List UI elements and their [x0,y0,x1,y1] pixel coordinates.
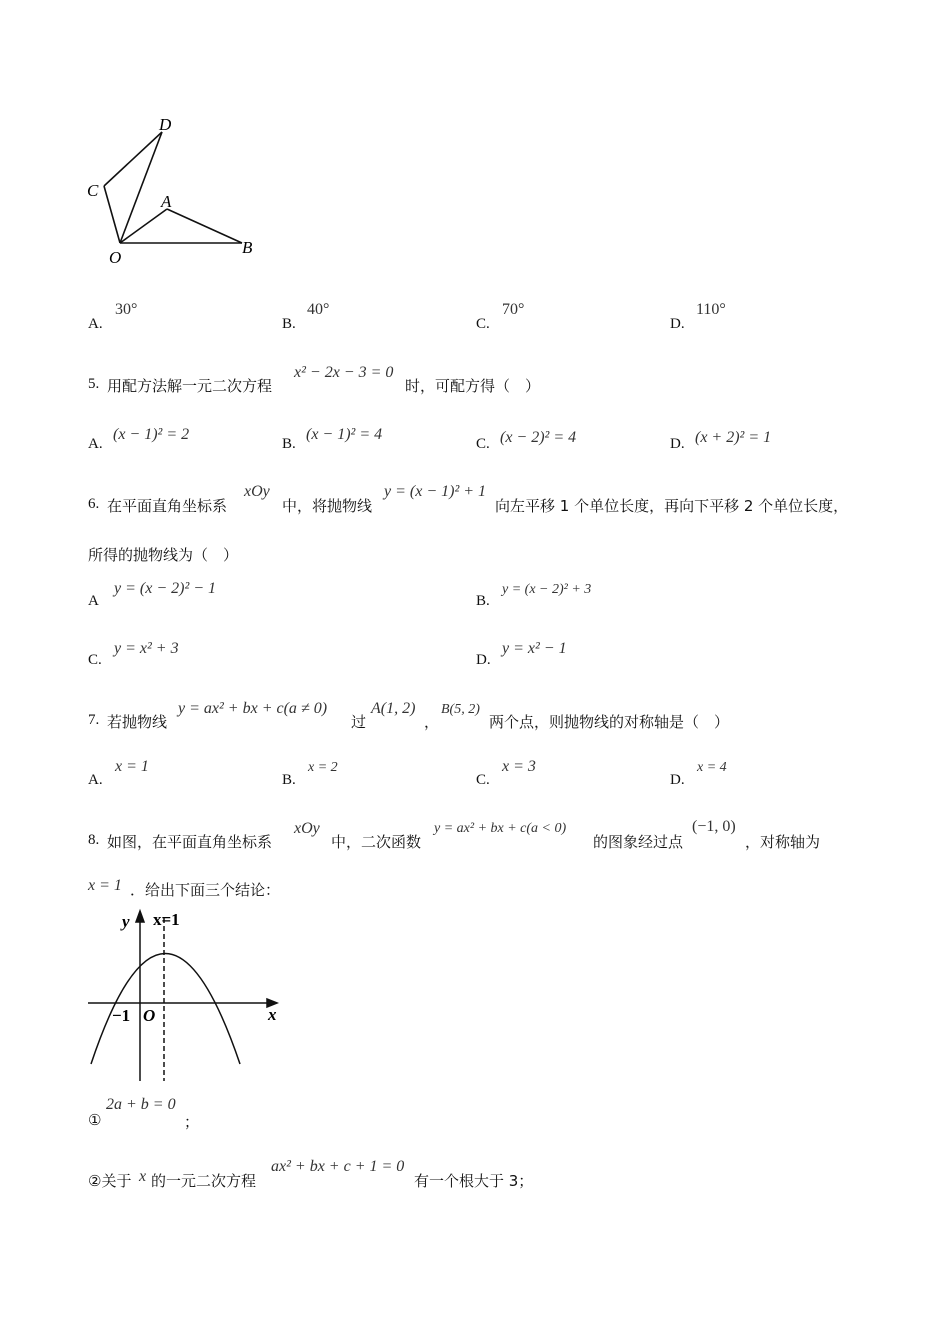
question-text: ， [424,713,440,731]
label-A: A [161,192,172,211]
option-value: x = 4 [697,760,727,775]
y-axis-label: y [122,912,130,931]
option-label: D. [670,436,685,452]
option-value: (x − 1)² = 2 [113,426,190,443]
question-number: 5. [88,376,100,392]
option-label: D. [670,772,685,788]
conclusion-mark: ① [88,1111,102,1129]
origin-label: O [143,1006,156,1025]
point-b: B(5, 2) [441,702,480,717]
option-value: (x + 2)² = 1 [695,429,772,446]
conclusion-text: 有一个根大于 3； [414,1172,534,1190]
question-number: 7. [88,712,100,728]
parabola-equation: y = ax² + bx + c(a ≠ 0) [178,700,328,717]
angle-figure [80,110,270,275]
coordinate-system: xOy [294,820,320,837]
question-text: 用配方法解一元二次方程 [107,377,273,395]
coordinate-system: xOy [244,483,270,500]
option-value: y = x² − 1 [502,640,567,657]
option-value: 110° [696,301,726,318]
option-label: B. [476,593,490,609]
parabola-graph [85,905,285,1085]
function-equation: y = ax² + bx + c(a < 0) [434,821,567,836]
question-text: 如图，在平面直角坐标系 [107,833,273,851]
label-O: O [109,248,122,267]
conclusion-text: ②关于 [88,1172,132,1190]
question-text: 过 [351,713,367,731]
option-value: 70° [502,301,525,318]
symmetry-axis-label: x=1 [153,910,180,929]
question-text: 的图象经过点 [593,833,684,851]
option-label: A [88,593,99,609]
option-value: x = 2 [308,760,338,775]
question-text: 中，二次函数 [331,833,422,851]
question-text: ．给出下面三个结论： [130,881,281,899]
label-B: B [242,238,253,257]
conclusion-text: ； [184,1113,200,1131]
option-value: (x − 1)² = 4 [306,426,383,443]
question-number: 6. [88,496,100,512]
label-D: D [159,115,172,134]
option-value: x = 3 [502,758,536,775]
question-number: 8. [88,832,100,848]
option-label: B. [282,772,296,788]
option-value: y = x² + 3 [114,640,179,657]
equation: x² − 2x − 3 = 0 [294,364,394,381]
option-label: D. [670,316,685,332]
x-axis-label: x [268,1005,277,1024]
option-label: C. [476,316,490,332]
parabola-equation: y = (x − 1)² + 1 [384,483,487,500]
question-text: 若抛物线 [107,713,168,731]
question-text: 时，可配方得（ ） [405,377,541,395]
conclusion-equation: ax² + bx + c + 1 = 0 [271,1158,405,1175]
option-label: C. [476,772,490,788]
question-text: ，对称轴为 [745,833,821,851]
option-value: (x − 2)² = 4 [500,429,577,446]
option-value: x = 1 [115,758,149,775]
question-text: 在平面直角坐标系 [107,497,228,515]
option-label: B. [282,316,296,332]
option-label: B. [282,436,296,452]
option-label: A. [88,772,103,788]
option-label: A. [88,436,103,452]
conclusion-equation: 2a + b = 0 [106,1096,176,1113]
question-text: 中，将抛物线 [282,497,373,515]
option-value: y = (x − 2)² + 3 [502,582,592,597]
neg-one-label: −1 [112,1006,131,1025]
option-label: C. [88,652,102,668]
option-label: A. [88,316,103,332]
question-text: 向左平移 1 个单位长度，再向下平移 2 个单位长度， [495,497,849,515]
label-C: C [87,181,99,200]
option-label: C. [476,436,490,452]
axis-equation: x = 1 [88,877,122,894]
question-text: 两个点，则抛物线的对称轴是（ ） [489,713,730,731]
option-value: y = (x − 2)² − 1 [114,580,217,597]
option-value: 40° [307,301,330,318]
option-label: D. [476,652,491,668]
conclusion-text: 的一元二次方程 [151,1172,257,1190]
question-text: 所得的抛物线为（ ） [88,546,239,564]
point-a: A(1, 2) [371,700,416,717]
conclusion-variable: x [139,1168,147,1185]
option-value: 30° [115,301,138,318]
point: (−1, 0) [692,818,736,835]
